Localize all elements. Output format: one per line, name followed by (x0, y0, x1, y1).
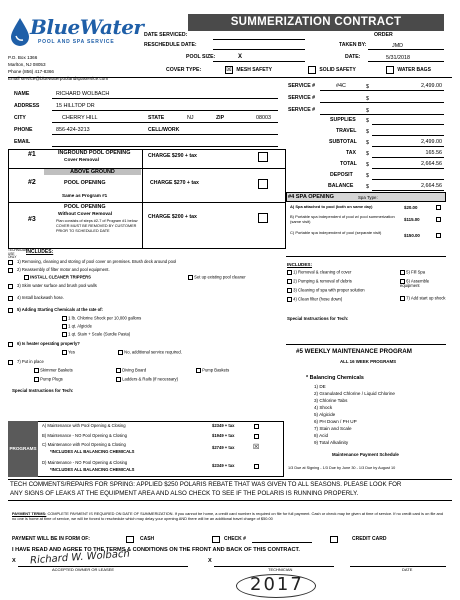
email-label: EMAIL (14, 139, 31, 145)
heater-no: No, additional service required. (118, 350, 182, 355)
program1-checkbox[interactable] (258, 152, 268, 162)
company-phone: Phone (856) 417-8366 (8, 69, 54, 74)
city-field[interactable] (52, 122, 278, 123)
spa-title: #4 SPA OPENING (288, 194, 335, 200)
payment-terms-text: COMPLETE PAYMENT IS REQUIRED ON DATE OF SUMMERIZATION. If you cannot be home, a credit card number is required on file for full payment. Cash or check may be given at time of service. If no credit card is on file and no one is home at time of service, we will be forced to reschedule which may delay your opening AND there will be an additional travel charge of $50.00 (12, 511, 444, 521)
spa-option-b: B) Portable spa independent of pool w/ pool summerization (same visit) (290, 214, 395, 224)
cash-checkbox[interactable] (126, 536, 134, 543)
chem-1: 1) DE (314, 384, 326, 389)
include7-checkbox[interactable] (8, 360, 13, 365)
chem-sub-3: 1 qt. Stain + Scale (Surdie Pasta) (62, 332, 130, 337)
zip-value: 08003 (256, 115, 271, 121)
maint-program-c-checkbox[interactable]: ☒ (253, 444, 260, 451)
deposit-label: DEPOSIT (330, 172, 353, 178)
maint-program-b: B) Maintenance - NO Pool Opening & Closing (42, 433, 127, 438)
supplies-currency: $ (366, 118, 369, 124)
maint-program-c-note: *INCLUDES ALL BALANCING CHEMICALS (50, 449, 135, 454)
solid-safety-checkbox[interactable] (308, 66, 316, 74)
spa-option-a-price: $20.00 (404, 205, 418, 210)
reschedule-label: RESCHEDULE DATE: (144, 42, 197, 48)
total-currency: $ (366, 162, 369, 168)
balance-currency: $ (366, 184, 369, 190)
spa-include-6: 6) Assemble equipment (400, 278, 430, 289)
spa-option-b-price: $115.00 (404, 217, 420, 222)
program3-checkbox[interactable] (258, 213, 268, 223)
name-label: NAME (14, 91, 30, 97)
divider (8, 77, 452, 78)
chem-4: 4) Shock (314, 405, 333, 410)
maint-program-a: A) Maintenance with Pool Opening & Closing (42, 423, 126, 428)
maint-program-d: D) Maintenance - NO Pool Opening & Closing (42, 460, 128, 465)
program3-note2: COVER MUST BE REMOVED BY CUSTOMER (56, 224, 137, 229)
service3-label: SERVICE # (288, 107, 316, 113)
include3-checkbox[interactable] (8, 284, 13, 289)
program2-checkbox[interactable] (258, 179, 268, 189)
payment-form-label: PAYMENT WILL BE IN FORM OF: (12, 536, 90, 542)
water-bags-label: WATER BAGS (397, 67, 431, 74)
form-title: SUMMERIZATION CONTRACT (188, 14, 444, 31)
include6-checkbox[interactable] (8, 342, 13, 347)
put-in-place-3: Pump Baskets (196, 368, 229, 373)
mesh-safety-checkbox[interactable]: ☒ (226, 67, 232, 73)
subtotal-currency: $ (366, 140, 369, 146)
tax-field[interactable] (372, 157, 444, 158)
company-address1: P.O. Box 1366 (8, 55, 38, 60)
maint-program-d-price: $2349 + tax (212, 463, 235, 468)
service2-currency: $ (366, 96, 369, 102)
service1-currency: $ (366, 84, 369, 90)
name-field[interactable] (52, 98, 278, 99)
put-in-place-2: Diving Board (116, 368, 146, 373)
phone-field[interactable] (52, 134, 278, 135)
maint-program-b-checkbox[interactable] (254, 434, 259, 439)
order-label: ORDER (374, 32, 393, 38)
credit-card-checkbox[interactable] (330, 536, 338, 543)
credit-card-label: CREDIT CARD (352, 536, 387, 542)
deposit-currency: $ (366, 173, 369, 179)
payment-schedule-text: 1/3 Due at Signing - 1/3 Due by June 30 - 1/3 Due by August 10 (288, 466, 396, 470)
chem-9: 9) Total Alkalinity (314, 440, 349, 445)
cell-label: CELL/WORK (148, 127, 180, 133)
logo-text: BlueWater (30, 15, 144, 39)
spa-include-7: 7) Add start up shock (400, 296, 446, 301)
signature-date-line[interactable] (350, 566, 446, 567)
pool-size-field[interactable] (213, 61, 305, 62)
zip-label: ZIP (216, 115, 225, 121)
spa-option-a: A) Spa attached to pool (both on same day) (290, 204, 373, 209)
include-item-7: 7) Put in place (17, 359, 44, 364)
include5-checkbox[interactable] (8, 308, 13, 313)
state-label: STATE (148, 115, 165, 121)
balancing-chemicals-title: * Balancing Chemicals (306, 375, 364, 381)
heater-yes: Yes (62, 350, 75, 355)
technician-label: TECHNICIAN (268, 567, 293, 572)
include-item-2: 2) Reassembly of filter motor and pool equipment. (17, 267, 110, 272)
spa-include-4: 4) Clean filter (hose down) (287, 297, 342, 302)
subtotal-amount: 2,499.00 (421, 139, 442, 145)
include-item-5: 5) Adding Starting Chemicals at the rate of: (17, 307, 103, 312)
chem-2: 2) Granulated Chlorine / Liquid Chlorine (314, 391, 395, 396)
spa-option-a-checkbox[interactable] (436, 205, 441, 210)
address-label: ADDRESS (14, 103, 40, 109)
address-value: 15 HILLTOP DR (56, 103, 95, 109)
check-label: CHECK # (224, 536, 246, 542)
tech-use-only: TECHNICIAN USE ONLY (8, 248, 28, 260)
total-amount: 2,664.56 (421, 161, 442, 167)
maint-program-c: C) Maintenance with Pool Opening & Closing (42, 442, 126, 447)
service1-amount: 2,499.00 (421, 83, 442, 89)
address-field[interactable] (52, 110, 278, 111)
agreement-text: I HAVE READ AND AGREE TO THE TERMS & CONDITIONS ON THE FRONT AND BACK OF THIS CONTRACT. (12, 547, 300, 553)
taken-by-value: JMD (392, 43, 404, 49)
year-stamp: 2017 (250, 574, 304, 595)
tech-comments-line2: ANY SIGNS OF LEAKS AT THE EQUIPMENT AREA AND ALSO CHECK TO SEE IF THE POLARIS IS RUNNING PROPERLY. (10, 490, 359, 497)
reschedule-field[interactable] (213, 49, 305, 50)
service1-label: SERVICE # (288, 83, 316, 89)
taken-by-label: TAKEN BY: (339, 42, 367, 48)
service3-currency: $ (366, 108, 369, 114)
date-value: 5/31/2018 (386, 55, 410, 61)
install-cleaner-trippers: INSTALL CLEANER TRIPPERS (24, 275, 91, 280)
program2-charge: CHARGE $270 + tax (150, 180, 199, 186)
check-checkbox[interactable] (212, 536, 220, 543)
tech-comments-line1: TECH COMMENTS/REPAIRS FOR SPRING: APPLIED $250 POLARIS REBATE THAT WAS GIVEN TO ALL SEASONS. PLEASE LOOK FOR (10, 481, 402, 488)
spa-option-c: C) Portable spa independent of pool (separate visit) (290, 230, 382, 235)
maint-program-d-checkbox[interactable] (254, 464, 259, 469)
technician-x: X (208, 558, 212, 564)
setup-cleaner: Set up existing pool cleaner (188, 275, 246, 280)
programs-label: PROGRAMS (8, 421, 38, 477)
supplies-field[interactable] (372, 124, 444, 125)
owner-x: X (12, 558, 16, 564)
put-in-place-5: Ladders & Rails (if necessary) (116, 377, 178, 382)
spa-include-2: 2) Pumping & removal of debris (287, 279, 352, 284)
program1-title: INGROUND POOL OPENING (58, 150, 131, 156)
taken-by-field[interactable] (368, 49, 444, 50)
mesh-safety-label: MESH SAFETY (236, 67, 272, 74)
tax-label: TAX (346, 150, 356, 156)
total-field[interactable] (372, 168, 444, 169)
include4-checkbox[interactable] (8, 296, 13, 301)
balance-field[interactable] (372, 190, 444, 191)
service2-field[interactable] (320, 102, 444, 103)
put-in-place-1: Skimmer Baskets (34, 368, 73, 373)
logo-subtitle: POOL AND SPA SERVICE (38, 39, 115, 45)
weekly-subtitle: ALL 16 WEEK PROGRAMS (340, 359, 397, 364)
chem-3: 3) Chlorine Tabs (314, 398, 348, 403)
spa-type-label: Spa Type: (358, 195, 378, 200)
program3-number: #3 (28, 216, 36, 223)
spa-include-1: 1) Removal & cleaning of cover (287, 270, 351, 275)
balance-amount: 2,664.56 (421, 183, 442, 189)
include-item-1: 1) Removing, cleaning and storing of pool cover on premises. Brush deck around pool (17, 259, 177, 264)
date-field[interactable] (368, 61, 444, 62)
maint-program-c-price: $2749 + tax (212, 445, 235, 450)
signature-date-label: DATE (402, 567, 413, 572)
program1-number: #1 (28, 151, 36, 158)
balance-label: BALANCE (328, 183, 354, 189)
email-field[interactable] (52, 146, 278, 147)
owner-label: ACCEPTED OWNER OR LEASEE (52, 567, 115, 572)
phone-label: PHONE (14, 127, 33, 133)
company-address2: Marlton, NJ 08053 (8, 62, 46, 67)
city-label: CITY (14, 115, 26, 121)
programs-box (8, 149, 286, 249)
chem-5: 5) Algicide (314, 412, 336, 417)
program2-subtitle: Same as Program #1 (62, 193, 108, 198)
date-label: DATE: (345, 54, 361, 60)
deposit-field[interactable] (372, 179, 444, 180)
service3-field[interactable] (320, 114, 444, 115)
program1-subtitle: Cover Removal (64, 158, 99, 163)
travel-currency: $ (366, 129, 369, 135)
include2-checkbox[interactable] (8, 268, 13, 273)
chem-sub-1: 1 lb. Chlorine Shock per 10,000 gallons (62, 316, 141, 321)
put-in-place-4: Pump Plugs (34, 377, 63, 382)
date-serviced-field[interactable] (213, 39, 305, 40)
water-bags-checkbox[interactable] (386, 66, 394, 74)
program3-charge: CHARGE $200 + tax (148, 214, 197, 220)
spa-option-c-price: $150.00 (404, 233, 420, 238)
special-instructions-label: Special Instructions for Tech: (12, 388, 74, 393)
travel-field[interactable] (372, 135, 444, 136)
tax-amount: 165.56 (425, 150, 442, 156)
owner-signature: Richard W. Wolbach (29, 548, 131, 567)
total-label: TOTAL (340, 161, 357, 167)
program3-subtitle: Without Cover Removal (58, 212, 113, 217)
maint-program-a-checkbox[interactable] (254, 424, 259, 429)
chem-8: 8) Acid (314, 433, 329, 438)
payment-schedule-label: Maintenance Payment Schedule (332, 452, 399, 457)
spa-special-label: Special Instructions for Tech: (287, 316, 349, 321)
program1-charge: CHARGE $290 + tax (148, 153, 197, 159)
date-serviced-label: DATE SERVICED: (144, 32, 188, 38)
payment-terms-label: PAYMENT TERMS: (12, 511, 47, 516)
water-drop-icon (8, 16, 32, 46)
program3-title: POOL OPENING (64, 204, 106, 210)
program2-title2: POOL OPENING (64, 180, 106, 186)
pool-size-value: X (238, 54, 243, 60)
state-value: NJ (187, 115, 194, 121)
chem-7: 7) Stain and Scale (314, 426, 352, 431)
company-logo (8, 14, 144, 52)
subtotal-label: SUBTOTAL (329, 139, 357, 145)
spa-option-c-checkbox[interactable] (436, 233, 441, 238)
company-email: Email service@bluewaterpoolandspaservice.com (8, 76, 109, 81)
subtotal-field[interactable] (372, 146, 444, 147)
pool-size-label: POOL SIZE: (186, 54, 216, 60)
service1-code: #4C (336, 83, 346, 89)
program3-note3: PRIOR TO SCHEDULED DATE (56, 229, 110, 234)
solid-safety-label: SOLID SAFETY (319, 67, 356, 74)
maint-program-a-price: $2349 + tax (212, 423, 235, 428)
maint-program-d-note: *INCLUDES ALL BALANCING CHEMICALS (50, 467, 135, 472)
check-number-field[interactable] (252, 542, 312, 543)
spa-include-5: 5) Fill Spa (400, 270, 425, 275)
include-item-3: 3) Skim water surface and brush pool walls (17, 283, 97, 288)
cash-label: CASH (140, 536, 155, 542)
city-value: CHERRY HILL (62, 115, 98, 121)
travel-label: TRAVEL (336, 128, 357, 134)
phone-value: 856-424-3213 (56, 127, 90, 133)
program2-number: #2 (28, 179, 36, 186)
include-item-4: 4) Install backwash hose. (17, 295, 65, 300)
name-value: RICHARD WOLBACH (56, 91, 110, 97)
program2-title1: ABOVE GROUND (44, 169, 141, 175)
service1-field[interactable] (320, 90, 444, 91)
spa-includes-label: INCLUDES: (287, 262, 313, 267)
cover-type-label: COVER TYPE: (166, 67, 202, 73)
spa-include-3: 3) Cleaning of spa with proper solution (287, 288, 365, 293)
service2-label: SERVICE # (288, 95, 316, 101)
spa-option-b-checkbox[interactable] (436, 217, 441, 222)
program3-note1: Plan consists of steps #2-7 of Program #1 below (56, 219, 138, 223)
include1-checkbox[interactable] (8, 260, 13, 265)
weekly-title: #5 WEEKLY MAINTENANCE PROGRAM (296, 348, 412, 355)
payment-terms (12, 511, 448, 521)
supplies-label: SUPPLIES (330, 117, 356, 123)
chem-sub-2: 1 qt. Algicide (62, 324, 92, 329)
maint-program-b-price: $1949 + tax (212, 433, 235, 438)
include-item-6: 6) Is heater operating properly? (17, 341, 80, 346)
tax-currency: $ (366, 151, 369, 157)
includes-label: INCLUDES: (26, 249, 54, 255)
chem-6: 6) PH Down / PH UP (314, 419, 357, 424)
